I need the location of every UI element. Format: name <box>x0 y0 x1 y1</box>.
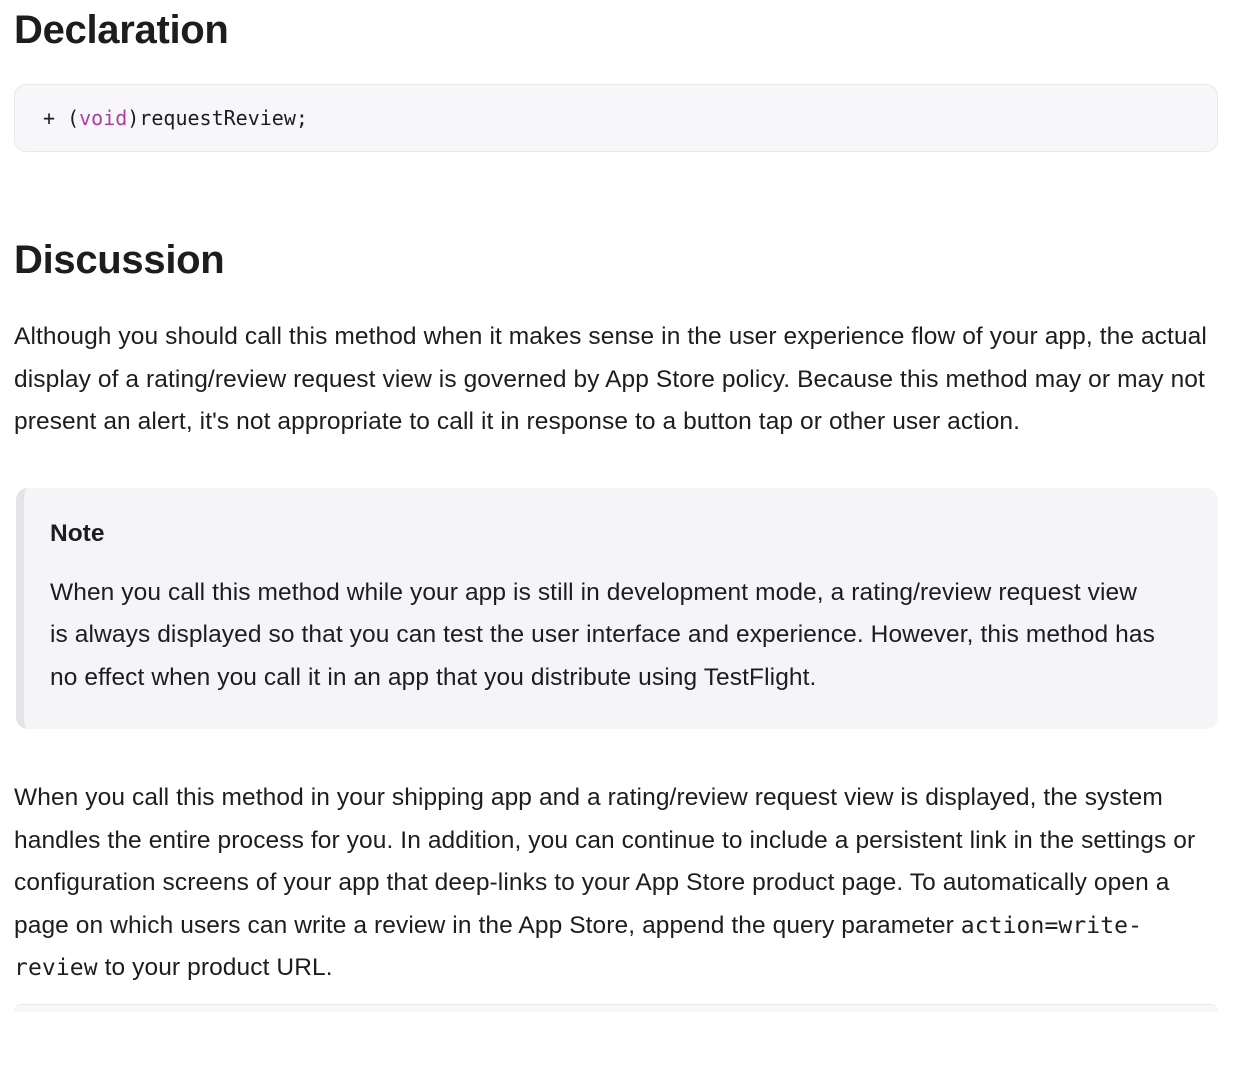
note-body: When you call this method while your app is still in development mode, a rating/review request view is always displayed so that you can test the user interface and experience. However, this method has no effect when you call it in an app that you distribute using TestFlight. <box>50 578 1155 691</box>
note-callout <box>16 488 1218 730</box>
discussion-paragraph-2 <box>14 777 1218 990</box>
discussion-heading: Discussion <box>14 238 225 282</box>
declaration-heading: Declaration <box>14 8 229 52</box>
inline-code-action-write-review: action=write-review <box>14 912 1143 981</box>
declaration-code-block <box>14 84 1218 152</box>
paragraph-2-text-after: to your product URL. <box>97 954 333 981</box>
note-label: Note <box>50 519 105 547</box>
paragraph-2-text-before: When you call this method in your shipping app and a rating/review request view is displayed, the system handles the entire process for you. In addition, you can continue to include a persistent link in the settings or configuration screens of your app that deep-links to your App Store product page. To automatically open a page on which users can write a review in the App Store, append the query parameter <box>14 784 1196 939</box>
code-token-method: )requestReview; <box>127 106 308 130</box>
code-keyword-void: void <box>79 106 128 130</box>
next-section-top-edge <box>14 1004 1218 1012</box>
code-token-prefix: + ( <box>43 106 80 130</box>
discussion-paragraph-1: Although you should call this method when it makes sense in the user experience flow of your app, the actual display of a rating/review request view is governed by App Store policy. Because this method may or may not present an alert, it's not appropriate to call it in response to a button tap or other user action. <box>14 323 1207 435</box>
declaration-code <box>43 106 308 130</box>
